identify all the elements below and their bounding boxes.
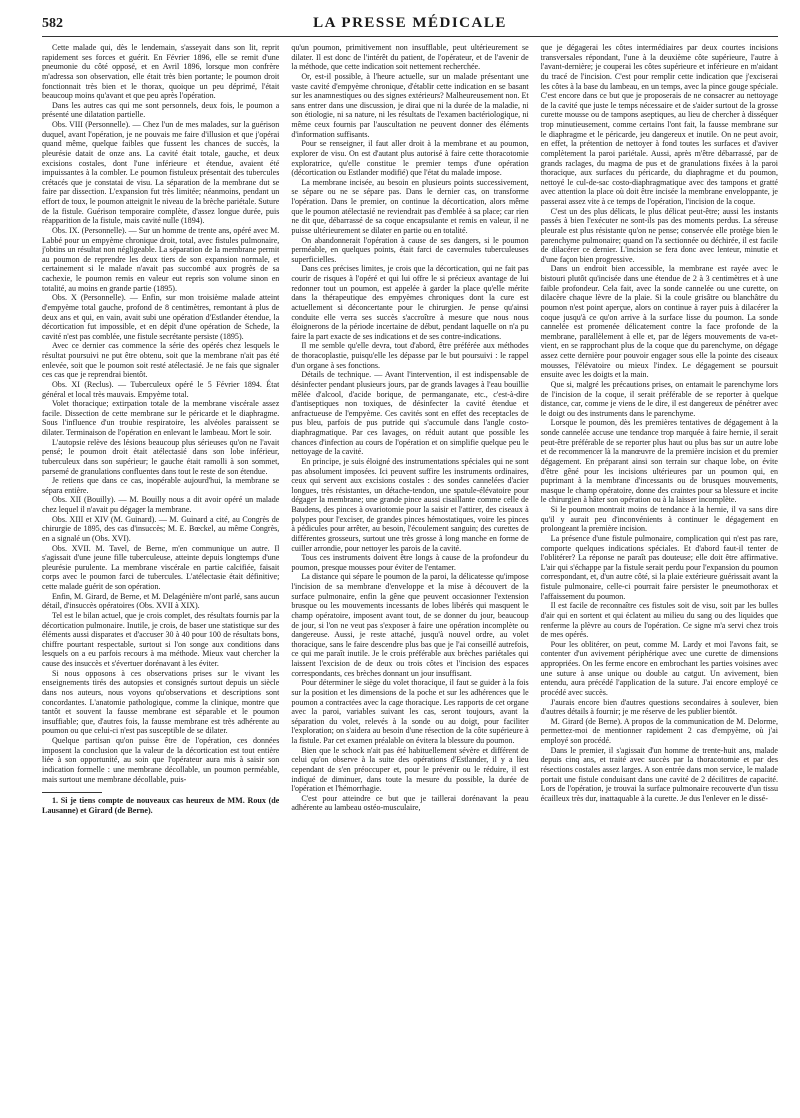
paragraph: Dans le premier, il s'agissait d'un homme de trente-huit ans, malade depuis cinq ans, et traité avec succès par la thoracotomie et par des résections costales assez larges. A son entrée dans mon service, le malade portait une fistule conduisant dans une cavité de 2 décilitres de capacité. Lors de l'opération, je trouvai la surface pulmonaire recouverte d'un tissu écailleux très dur, inattaquable à la curette. Je dus l'enlever en le dissé- bbox=[540, 745, 778, 803]
paragraph: Si nous opposons à ces observations prises sur le vivant les enseignements tirés des autopsies et consignés surtout depuis un siècle dans nos auteurs, nous voyons qu'observations et descriptions sont concordantes. L'anatomie pathologique, comme la clinique, montre que tantôt et souvent la fausse membrane est séparable et le poumon insuffiable; que, d'autres fois, la fausse membrane est très adhérente au poumon ou que celui-ci n'est pas susceptible de se dilater. bbox=[42, 668, 280, 736]
paragraph: M. Girard (de Berne). A propos de la communication de M. Delorme, permettez-moi de mentionner rapidement 2 cas d'empyème, où j'ai employé son procédé. bbox=[540, 716, 778, 745]
paragraph: qu'un poumon, primitivement non insufflable, peut ultérieurement se dilater. Il est donc de l'intérêt du patient, de l'opérateur, et de l'avenir de la méthode, que cette indication soit nettement recherchée. bbox=[291, 43, 529, 72]
paragraph: que je dégagerai les côtes intermédiaires par deux courtes incisions transversales répondant, l'une à la deuxième côte supérieure, l'autre à l'avant-dernière; je couperai les côtes supérieure et inférieure en m'aidant du tracé de l'incision. C'est pour remplir cette indication que j'exciserai les côtes à la base du lambeau, en un temps, avec la pince gouge spéciale. C'est encore dans ce but que je proposerais de ne consacrer au nettoyage de la cavité que juste le temps nécessaire et de s'aider surtout de la grosse curette mousse ou de tampons aseptiques, au lieu de chercher à disséquer trop minutieusement, comme certains l'ont fait, la fausse membrane sur le diaphragme et le péricarde, jeu dangereux et inutile. On ne peut avoir, en effet, la prétention de nettoyer à fond toutes les surfaces et d'aviver complètement la paroi pariétale. Aussi, après m'être débarrassé, par de grands raclages, du magma de pus et de granulations fixées à la paroi thoracique, aux surfaces du péricarde, du diaphragme et du poumon, nettoyé le cul-de-sac costo-diaphragmatique avec des tampons et gratté avec attention la place où doit être incisée la membrane enveloppante, je passerai assez vite à ce temps de l'opération, l'incision de la coque. bbox=[540, 43, 778, 206]
paragraph: Si le poumon montrait moins de tendance à la hernie, il va sans dire qu'il y aurait peu d'inconvénients à continuer le dégagement en prolongeant la première incision. bbox=[540, 505, 778, 534]
paragraph: Il me semble qu'elle devra, tout d'abord, être préférée aux méthodes de thoracoplastie, puisqu'elle les dépasse par le but poursuivi : le rappel d'un organe à ses fonctions. bbox=[291, 341, 529, 370]
paragraph: Dans les autres cas qui me sont personnels, deux fois, le poumon a présenté une dilatation partielle. bbox=[42, 100, 280, 120]
paragraph: Obs. XIII et XIV (M. Guinard). — M. Guinard a cité, au Congrès de chirurgie de 1895, des cas d'insuccès; M. E. Bœckel, au même Congrès, en a signalé un (Obs. XVI). bbox=[42, 514, 280, 543]
paragraph: Dans un endroit bien accessible, la membrane est rayée avec le bistouri plutôt qu'incisée dans une étendue de 2 à 3 centimètres et à une faible profondeur. Cela fait, avec la sonde cannelée ou une curette, on dilacère chaque lèvre de la plaie. Si la coule grisâtre ou blanchâtre du poumon n'est point aperçue, alors on continue à rayer puis à dilacérer la coque jusqu'à ce qu'on arrive à la surface lisse du poumon. La sonde cannelée est promenée délicatement contre la face profonde de la membrane, parallèlement à elle et, par de légers mouvements de va-et-vient, en se rapprochant plus de la coque que du parenchyme, on dégage assez cette dernière pour pouvoir engager sous elle la pointe des ciseaux mousses, l'élévatoire ou mieux l'index. Le dégagement se poursuit ensuite avec les doigts et la main. bbox=[540, 264, 778, 380]
paragraph: Je retiens que dans ce cas, inopérable aujourd'hui, la membrane se sépara entière. bbox=[42, 476, 280, 495]
journal-title: LA PRESSE MÉDICALE bbox=[313, 15, 507, 31]
paragraph: Tous ces instruments doivent être longs à cause de la profondeur du poumon, presque mousses pour éviter de l'entamer. bbox=[291, 553, 529, 572]
column-right bbox=[541, 43, 778, 1118]
paragraph: Obs. X (Personnelle). — Enfin, sur mon troisième malade atteint d'empyème total gauche, profond de 8 centimètres, remontant à plus de deux ans et qui, en vain, avait subi une opération d'Estlander étendue, la décortication fut impossible, et en dépit d'une opération de Schede, la cavité n'est pas comblée, une fistule secrétante persiste (1895). bbox=[42, 293, 280, 341]
paragraph: Cette malade qui, dès le lendemain, s'asseyait dans son lit, reprit rapidement ses forces et guérit. En Février 1896, elle se remit d'une pneumonie du côté opposé, et en Avril 1896, lorsque mon confrère m'adressa son observation, elle était très bien portante; le poumon droit fonctionnait très bien et le thorax, quoique un peu déprimé, l'était beaucoup moins qu'avant et que peu après l'opération. bbox=[42, 43, 280, 101]
paragraph: Enfin, M. Girard, de Berne, et M. Delagénière m'ont parlé, sans aucun détail, d'insuccès opératoires (Obs. XVII à XIX). bbox=[42, 591, 280, 611]
paragraph: Obs. IX. (Personnelle). — Sur un homme de trente ans, opéré avec M. Labbé pour un empyème chronique droit, total, avec fistules pulmonaire, j'obtins un résultat non négligeable. La séparation de la membrane permit au poumon de reprendre les deux tiers de son expansion normale, et certainement si le malade n'avait pas succombé aux progrès de sa cachexie, le poumon remis en valeur eut repris son volume sinon en totalité, au moins en grande partie (1895). bbox=[42, 225, 280, 293]
paragraph: Obs. VIII (Personnelle). — Chez l'un de mes malades, sur la guérison duquel, avant l'opération, je ne pouvais me faire d'illusion et que j'opérai quand même, quelque faibles que fussent les chances de succès, la pleurésie datait de onze ans. La cavité était totale, gauche, et deux excisions costales, dont l'une inférieure et étendue, avaient été impuissantes à la combler. Le poumon fistuleux présentait des tubercules crétacés que je constatai de visu. La séparation de la membrane dut se faire par dissection. L'expansion fut très limitée; néanmoins, pendant un effort de toux, le poumon atteignit le niveau de la brèche pariétale. Suture de la fistule. Guérison temporaire complète, d'assez longue durée, puis réapparition de la fistule, mais cavité nulle (1894). bbox=[42, 120, 280, 226]
paragraph: La membrane incisée, au besoin en plusieurs points successivement, se sépare ou ne se sépare pas. Dans le dernier cas, on transforme l'opération. Dans le premier, on continue la décortication, alors même que le poumon atélectasié ne reviendrait pas d'emblée à sa place; car rien ne dit que, débarrassé de sa coque encapsulante et remis en valeur, il ne puisse ultérieurement se dilater en partie ou en totalité. bbox=[291, 177, 529, 235]
paragraph: Détails de technique. — Avant l'intervention, il est indispensable de désinfecter pendant plusieurs jours, par de grands lavages à l'eau bouillie mêlée d'alcool, d'acide borique, de permanganate, etc., c'est-à-dire d'antiseptiques non toxiques, de désinfecter la cavité étendue et anfractueuse de l'empyème. Ces cavités sont en effet des receptacles de pus bleu, parfois de pus putride qui s'accumule dans l'angle costo-diaphragmatique. Par ces lavages, on réduit autant que possible les chances d'infection au cours de l'opération et on simplifie quelque peu le nettoyage de la cavité. bbox=[291, 370, 529, 457]
page-header bbox=[42, 14, 778, 37]
text-columns bbox=[42, 43, 778, 1118]
paragraph: Tel est le bilan actuel, que je crois complet, des résultats fournis par la décortication pulmonaire. Inutile, je crois, de baser une statistique sur des éléments aussi disparates et d'accuser 30 à 40 pour 100 de résultats bons, chiffre pourtant respectable, surtout si l'on songe aux conditions dans lesquels on a eu parfois recours à ma méthode. Mieux vaut chercher la cause des insuccès et s'évertuer dorénavant à les éviter. bbox=[42, 610, 280, 668]
paragraph: Que si, malgré les précautions prises, on entamait le parenchyme lors de l'incision de la coque, il serait préférable de se reporter à quelque distance, car, comme je viens de le dire, il est dangereux de pénétrer avec le doigt ou des instruments dans le parenchyme. bbox=[540, 379, 778, 418]
paragraph: Pour déterminer le siège du volet thoracique, il faut se guider à la fois sur la position et les dimensions de la poche et sur les adhérences que le poumon a contractées avec la cage thoracique. Les rapports de cet organe avec la paroi, variables suivant les cas, seront toujours, avant la séparation du volet, relevés à la sonde ou au doigt, pour faciliter l'exploration; on s'aidera au besoin d'une résection de la côte supérieure à la fistule. Par cet examen préalable on évitera la blessure du poumon. bbox=[291, 678, 529, 745]
paragraph: Pour les oblitérer, on peut, comme M. Lardy et moi l'avons fait, se contenter d'un avivement périphérique avec une curette de dimensions appropriées. On les ferme encore en embrochant les parties voisines avec une suture à anse unique ou double au catgut. Un avivement, bien entendu, aura précédé l'application de la suture. J'ai encore employé ce procédé avec succès. bbox=[540, 639, 778, 697]
paragraph: Obs. XVII. M. Tavel, de Berne, m'en communique un autre. Il s'agissait d'une jeune fille tuberculeuse, atteinte depuis longtemps d'une pleurésie purulente. La membrane viscérale en partie calcifiée, faisait corps avec le poumon farci de tubercules. L'atélectasie était définitive; cette malade guérit de son opération. bbox=[42, 543, 280, 591]
paragraph: On abandonnerait l'opération à cause de ses dangers, si le poumon perméable, en quelques points, était farci de cavernules tuberculeuses superficielles. bbox=[291, 235, 529, 264]
column-middle bbox=[291, 43, 528, 1118]
paragraph: J'aurais encore bien d'autres questions secondaires à soulever, bien d'autres détails à fournir; je me réserve de les publier bientôt. bbox=[540, 697, 778, 717]
paragraph: L'autopsie relève des lésions beaucoup plus sérieuses qu'on ne l'avait pensé; le poumon droit était atélectasié dans son lobe inférieur, tuberculeux dans son supérieur; le gauche était ramolli à son sommet, parsemé de granulations confluentes dans tout le reste de son étendue. bbox=[42, 437, 280, 476]
paragraph: Lorsque le poumon, dès les premières tentatives de dégagement à la sonde cannelée accuse une tendance trop marquée à faire hernie, il serait peut-être préférable de se reporter plus haut ou plus bas sur un autre lobe et de recommencer là la manœuvre de la première incision et du premier dégagement. En préparant ainsi son terrain sur chaque lobe, on évite d'être gêné pour les incisions ultérieures par un poumon qui, en puprimant à la membrane d'incessants ou de brusques mouvements, masque le champ opératoire, donne des craintes pour sa blessure et incite le chirurgien à hâter son opération ou à la laisser incomplète. bbox=[540, 418, 778, 505]
paragraph: Avec ce dernier cas commence la série des opérés chez lesquels le résultat poursuivi ne put être obtenu, soit que la membrane n'ait pas été enlevée, soit que le poumon soit resté atélectasié. Je ne fais que signaler ces cas que je reprendrai bientôt. bbox=[42, 341, 280, 380]
paragraph: Dans ces précises limites, je crois que la décortication, qui ne fait pas courir de risques à l'opéré et qui lui offre le si précieux avantage de lui redonner tout un poumon, est appelée à garder la place qu'elle mérite dans la thérapeutique des empyèmes chroniques dont la cure est actuellement si déconcertante pour le chirurgien. Je pense qu'ainsi conduite elle verra ses succès s'accroître à mesure que nous nous éloignerons de la période incertaine de début, pendant laquelle on n'a pu faire la part exacte de ses indications et de ses contre-indications. bbox=[291, 264, 529, 341]
paragraph: C'est un des plus délicats, le plus délicat peut-être; aussi les instants passés à bien l'exécuter ne sont-ils pas des moments perdus. La séreuse pleurale est plus résistante qu'on ne pense; conservée elle protège bien le parenchyme pulmonaire; quand on l'a sectionnée ou déchirée, il est facile de dilacérer ce dernier. L'incision se fera donc avec lenteur, minutie et d'une façon bien progressive. bbox=[540, 206, 778, 264]
paragraph: Quelque partisan qu'on puisse être de l'opération, ces données imposent la conclusion que la valeur de la décortication est tout entière liée à son opportunité, au soin que l'opérateur aura mis à saisir son indication formelle : une membrane décollable, un poumon perméable, mais surtout une membrane décollable, puis- bbox=[42, 736, 280, 784]
paragraph: C'est pour atteindre ce but que je taillerai dorénavant la peau adhérente au lambeau ostéo-musculaire, bbox=[291, 793, 529, 813]
paragraph: Or, est-il possible, à l'heure actuelle, sur un malade présentant une vaste cavité d'empyème chronique, d'établir cette indication en se basant sur les anamnestiques ou des signes extérieurs? Malheureusement non. Et sans entrer dans une discussion, je dirai que ni la durée de la maladie, ni son étiologie, ni sa nature, ni les résultats de l'examen bactériologique, ni même ceux fournis par l'auscultation ne peuvent donner des éléments d'information suffisants. bbox=[291, 71, 529, 139]
paragraph: En principe, je suis éloigné des instrumentations spéciales qui ne sont pas absolument imposées. Ici peuvent suffire les instruments ordinaires, ceux qui servent aux excisions costales : des sondes cannelées d'acier longues, très résistantes, un détache-tendon, une spatule-élévatoire pour dégager la membrane; une grande pince aussi cisaillante comme celle de Baudens, des pinces à ovariotomie pour la saisir et l'attirer, des ciseaux à polypes pour l'exciser, de grandes pinces hémostatiques, voire les pinces à pédicules pour arrêter, au besoin, l'écoulement sanguin; des curettes de différentes grosseurs, surtout une très grosse à long manche en forme de cuiller arrondie, pour nettoyer les parois de la cavité. bbox=[291, 456, 529, 553]
paragraph: Il est facile de reconnaître ces fistules soit de visu, soit par les bulles d'air qui en sortent et qui éclatent au milieu du sang ou des liquides que renferme la plèvre au cours de l'opération. Ce signe m'a servi chez trois de mes opérés. bbox=[540, 601, 778, 640]
paragraph: Bien que le schock n'ait pas été habituellement sévère et différent de celui qu'on observe à la suite des opérations d'Estlander, il y a lieu cependant de s'en préoccuper et, pour le prévenir ou le réduire, il est indiqué de diminuer, dans toute la mesure du possible, la durée de l'opération et l'hémorrhagie. bbox=[291, 745, 529, 794]
paragraph: Obs. XII (Bouilly). — M. Bouilly nous a dit avoir opéré un malade chez lequel il n'avait pu dégager la membrane. bbox=[42, 495, 280, 514]
paragraph: La présence d'une fistule pulmonaire, complication qui n'est pas rare, comporte quelques indications spéciales. Et d'abord faut-il tenter de l'oblitérer? La réponse ne paraît pas douteuse; elle doit être affirmative. L'air qui s'échappe par la fistule serait perdu pour l'expansion du poumon correspondant, et, d'un autre côté, si la plaie extérieure guérissait avant la fistule pulmonaire, celle-ci pourrait faire persister le pneumothorax et l'affaissement du poumon. bbox=[540, 533, 778, 601]
column-left bbox=[42, 43, 279, 1118]
page-number: 582 bbox=[42, 16, 63, 31]
paragraph: La distance qui sépare le poumon de la paroi, la délicatesse qu'impose l'incision de sa membrane d'enveloppe et la mise à découvert de la surface pulmonaire, enfin la gêne que peuvent occasionner l'extension brusque ou les mouvements incessants de lobes libérés qui masquent le champ opératoire, imposent avant tout, de se donner du jour, beaucoup de jour, si l'on ne veut pas s'exposer à faire une opération incomplète ou dangereuse. Aussi, je reste attaché, jusqu'à nouvel ordre, au volet thoracique, sans le faire descendre plus bas que je l'ai conseillé autrefois, ce qui me paraît inutile. Je le crois préférable aux brèches pariétales qui laissent l'excision de de deux ou trois côtes et l'incision des espaces correspondants, ces brèches donnant un jour insuffisant. bbox=[291, 572, 529, 678]
paragraph: Volet thoracique; extirpation totale de la membrane viscérale assez facile. Dissection de cette membrane sur le péricarde et le diaphragme. Sous l'influence d'un troubie respiratoire, les alvéoles paraissent se dilater. Terminaison de l'opération en enlevant le lambeau. Mort le soir. bbox=[42, 399, 280, 437]
paragraph: Pour se renseigner, il faut aller droit à la membrane et au poumon, explorer de visu. On est d'autant plus autorisé à faire cette thoracotomie exploratrice, qu'elle constitue le premier temps d'une opération (décortication ou Estlander modifié) que l'état du malade impose. bbox=[291, 139, 529, 178]
footnote: 1. Si je tiens compte de nouveaux cas heureux de MM. Roux (de Lausanne) et Girard (de Berne). bbox=[42, 796, 280, 815]
paragraph: Obs. XI (Reclus). — Tuberculeux opéré le 5 Février 1894. État général et local très mauvais. Empyème total. bbox=[42, 379, 280, 399]
footnote-divider bbox=[42, 792, 102, 793]
